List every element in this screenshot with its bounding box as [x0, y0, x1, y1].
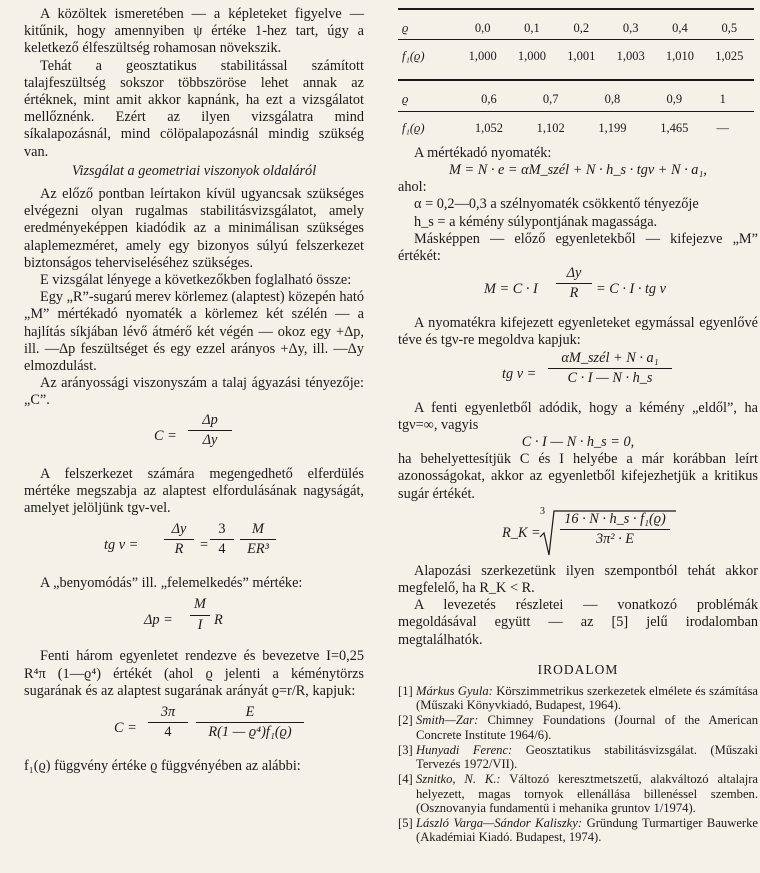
equation-c-final: [24, 700, 364, 758]
paragraph: Alapozási szerkezetünk ilyen szempontból tehát akkor megfelelő, ha R_K < R.: [398, 562, 758, 597]
reference-text: [416, 713, 758, 741]
table-row: [398, 18, 754, 40]
eq-lhs: C =: [114, 720, 137, 737]
table-cell: 0,9: [666, 92, 683, 107]
numerator: Δy: [566, 265, 582, 282]
equals-sign: =: [200, 537, 209, 554]
fraction: [148, 704, 188, 741]
fraction-bar: [164, 539, 194, 540]
table-cell: f₁(ϱ): [398, 111, 458, 139]
paragraph: α = 0,2—0,3 a szélnyomaték csökkentő tényezője: [414, 196, 699, 213]
table-row: [398, 40, 754, 68]
numerator: 16 · N · h_s · f₁(ϱ): [564, 510, 666, 527]
paragraph: A közöltek ismeretében — a képleteket figyelve — kitűnik, hogy amennyiben ψ értéke 1-hez tart, úgy a keletkező élfeszültség rohamosan növekszik.: [24, 6, 364, 57]
table-separator-rule: [398, 79, 754, 81]
fraction: [196, 704, 304, 741]
denominator: R(1 — ϱ⁴)f₁(ϱ): [208, 724, 292, 741]
reference-number: [3]: [398, 742, 413, 757]
numerator: 3π: [160, 704, 176, 721]
reference-author: Smith—Zar:: [416, 713, 479, 728]
numerator: E: [245, 704, 255, 721]
table-cell: 0,7: [542, 92, 559, 107]
table-row: [398, 111, 754, 139]
fraction: [210, 521, 234, 558]
numerator: 3: [218, 521, 226, 538]
paragraph: h_s = a kémény súlypontjának magassága.: [414, 213, 658, 230]
table-cell: ϱ: [402, 92, 409, 107]
reference-text: [416, 684, 758, 712]
table-cell: 0,3: [622, 21, 639, 35]
table-cell: 1,003: [606, 40, 655, 68]
table-cell: ϱ: [402, 21, 409, 35]
paragraph: A felszerkezet számára megengedhető elferdülés mértéke megszabja az alaptest elfordulásának nagyságát, amelyet jelöljünk tgν-vel.: [24, 465, 364, 517]
reference-author: Márkus Gyula:: [416, 684, 493, 699]
table-cell: 1,001: [557, 40, 606, 68]
equation-rk: [398, 503, 758, 563]
table-cell: —: [705, 111, 740, 139]
fraction-bar: [210, 539, 234, 540]
reference-item: [398, 684, 758, 712]
fraction: [188, 412, 232, 449]
numerator: M: [194, 596, 206, 613]
table-row: [398, 89, 754, 111]
denominator: R: [174, 541, 184, 558]
table-cell: 0,2: [573, 21, 590, 35]
paragraph: Másképpen — előző egyenletekből — kifejezve „M” értékét:: [398, 230, 758, 265]
denominator: I: [197, 616, 203, 633]
table-cell: 1,000: [507, 40, 556, 68]
fraction: [240, 521, 276, 558]
eq-term: R: [214, 612, 223, 629]
reference-author: Sznitko, N. K.:: [416, 772, 501, 787]
eq-lhs: R_K =: [502, 524, 541, 541]
right-column: [398, 6, 758, 845]
fraction: [164, 521, 194, 558]
paragraph: f₁(ϱ) függvény értéke ϱ függvényében az alábbi:: [24, 758, 301, 775]
eq-lhs: tg ν =: [104, 537, 139, 554]
references-list: [398, 684, 758, 844]
reference-text: [416, 772, 758, 815]
paragraph: A „benyomódás” ill. „felemelkedés” mértéke:: [40, 575, 303, 592]
paragraph: A mértékadó nyomaték:: [414, 144, 552, 161]
reference-item: [398, 713, 758, 741]
reference-body: Chimney Foundations (Journal of the American Concrete Institute 1964/6).: [416, 713, 758, 742]
equation-tgv-solved: [398, 350, 758, 400]
paragraph: A levezetés részletei — vonatkozó problémák megoldásával együtt — az [5] jelű irodalomban megtalálhatók.: [398, 597, 758, 648]
equation-dp: [24, 592, 364, 648]
reference-number: [5]: [398, 815, 413, 830]
fraction-bar: [148, 722, 188, 723]
paragraph: Az arányossági viszonyszám a talaj ágyazási tényezője: „C”.: [24, 375, 364, 409]
section-title: Vizsgálat a geometriai viszonyok oldaláról: [71, 162, 317, 179]
root-index: 3: [540, 505, 545, 517]
paragraph: ahol:: [398, 179, 427, 196]
f1-table-1: [398, 18, 754, 67]
table-cell: [740, 89, 754, 111]
equation-c: [24, 410, 364, 466]
denominator: Δy: [202, 431, 218, 448]
table-cell: 0,5: [721, 21, 738, 35]
fraction-bar: [548, 368, 672, 369]
fraction-bar: [560, 529, 670, 530]
paragraph: Az előző pontban leírtakon kívül ugyancsak szükséges elvégezni olyan rugalmas stabilitásvizsgálatot, amely eredményeképpen kiadódik az a minimálisan szükséges alaplemezméret, amely egy bizonyos súlyú felszerkezet biztonságos teherviseléséhez szükséges.: [24, 186, 364, 271]
table-cell: 0,8: [604, 92, 621, 107]
denominator: ER³: [247, 541, 269, 558]
table-cell: 0,4: [672, 21, 688, 35]
denominator: C · I — N · h_s: [567, 369, 653, 386]
denominator: 3π² · E: [595, 531, 635, 548]
reference-number: [4]: [398, 772, 413, 787]
reference-body: Gründung Turmartiger Bauwerke (Akadémiai Kiadó. Budapest, 1974).: [416, 815, 758, 845]
reference-author: László Varga—Sándor Kaliszky:: [416, 815, 583, 830]
table-cell: 1,000: [458, 40, 507, 68]
fraction: [190, 596, 210, 633]
table-cell: 1: [719, 92, 726, 107]
fraction: [548, 350, 672, 387]
numerator: Δp: [202, 411, 218, 428]
reference-number: [1]: [398, 684, 413, 699]
eq-rhs: = C · I · tg ν: [596, 281, 667, 298]
reference-body: Geosztatikus stabilitásvizsgálat. (Műszaki Tervezés 1972/VII).: [416, 742, 758, 772]
table-cell: 0,1: [524, 21, 540, 35]
eq-lhs: M = C · I: [484, 281, 538, 298]
numerator: Δy: [171, 521, 187, 538]
eq-lhs: C =: [154, 427, 177, 444]
numerator: αM_szél + N · a₁: [561, 349, 659, 366]
reference-item: [398, 816, 758, 844]
equation-m-ci: [398, 265, 758, 315]
denominator: 4: [164, 724, 172, 741]
table-cell: [740, 111, 754, 139]
paragraph: ha behelyettesítjük C és I helyébe a már korábban leírt azonosságokat, akkor az egyenletből kifejezhetjük a kritikus sugár értékét.: [398, 451, 758, 502]
equation-critical: C · I — N · h_s = 0,: [521, 434, 635, 451]
table-cell: 1,465: [643, 111, 705, 139]
reference-body: Változó keresztmetszetű, alakváltozó altalajra helyezett, magas tornyok ellenállása billenéssel szemben. (Osznovanyia fundamentü i mehanika gruntov 1/1974).: [416, 772, 758, 815]
denominator: R: [569, 285, 579, 302]
reference-body: Körszimmetrikus szerkezetek elmélete és számítása (Műszaki Könyvkiadó, Budapest, 1964).: [416, 684, 758, 713]
fraction: [556, 265, 592, 302]
fraction-bar: [190, 615, 210, 616]
left-column: [24, 6, 364, 775]
eq-lhs: Δp =: [144, 612, 173, 629]
fraction: [560, 511, 670, 548]
reference-number: [2]: [398, 713, 413, 728]
paragraph: Fenti három egyenletet rendezve és bevezetve I=0,25 R⁴π (1—ϱ⁴) értékét (ahol ϱ jelenti a kéménytörzs sugarának és az alaptest sugarának arányát ϱ=r/R, kapjuk:: [24, 648, 364, 699]
paragraph: Egy „R”-sugarú merev körlemez (alaptest) közepén ható „M” mértékadó nyomaték a körlemez két szélén — a hajlítás síkjában lévő átmérő két végén — okoz egy +Δp, ill. —Δp feszültséget és egy ezzel arányos +Δy, ill. —Δy elmozdulást.: [24, 289, 364, 375]
fraction-bar: [188, 430, 232, 431]
reference-text: [416, 816, 758, 844]
f1-table-2: [398, 89, 754, 138]
table-cell: 1,025: [705, 40, 754, 68]
table-cell: 0,6: [481, 92, 497, 107]
table-cell: 0,0: [474, 21, 491, 35]
table-cell: 1,199: [582, 111, 644, 139]
table-cell: f₁(ϱ): [398, 40, 458, 68]
table-cell: 1,052: [458, 111, 520, 139]
numerator: M: [252, 521, 264, 538]
fraction-bar: [240, 539, 276, 540]
paragraph: Tehát a geosztatikus stabilitással számított talajfeszültség sokszor többszöröse lehet annak az értéknek, mint amit akkor kapnánk, ha ezt a vizsgálatot mellőznénk. Ezért az ilyen vizsgálatra mind síkalapozásnál, mind cölöpalapozásnál mindig szükség van.: [24, 57, 364, 160]
table-top-rule: [398, 8, 754, 10]
paragraph: A nyomatékra kifejezett egyenleteket egymással egyenlővé téve és tgν-re megoldva kapjuk:: [398, 315, 758, 349]
fraction-bar: [556, 283, 592, 284]
paragraph: A fenti egyenletből adódik, hogy a kémény „eldől”, ha tgν=∞, vagyis: [398, 399, 758, 433]
equation-m: M = N · e = αM_szél + N · h_s · tgν + N · a₁,: [449, 162, 707, 179]
reference-item: [398, 772, 758, 815]
references-heading: IRODALOM: [537, 661, 619, 677]
reference-text: [416, 743, 758, 771]
table-cell: 1,102: [520, 111, 582, 139]
equation-tgv: [24, 517, 364, 575]
eq-lhs: tg ν =: [502, 365, 537, 382]
denominator: 4: [218, 541, 226, 558]
reference-item: [398, 743, 758, 771]
fraction-bar: [196, 722, 304, 723]
table-cell: 1,010: [655, 40, 704, 68]
reference-author: Hunyadi Ferenc:: [416, 742, 513, 757]
paragraph: E vizsgálat lényege a következőkben foglalható össze:: [40, 272, 352, 289]
